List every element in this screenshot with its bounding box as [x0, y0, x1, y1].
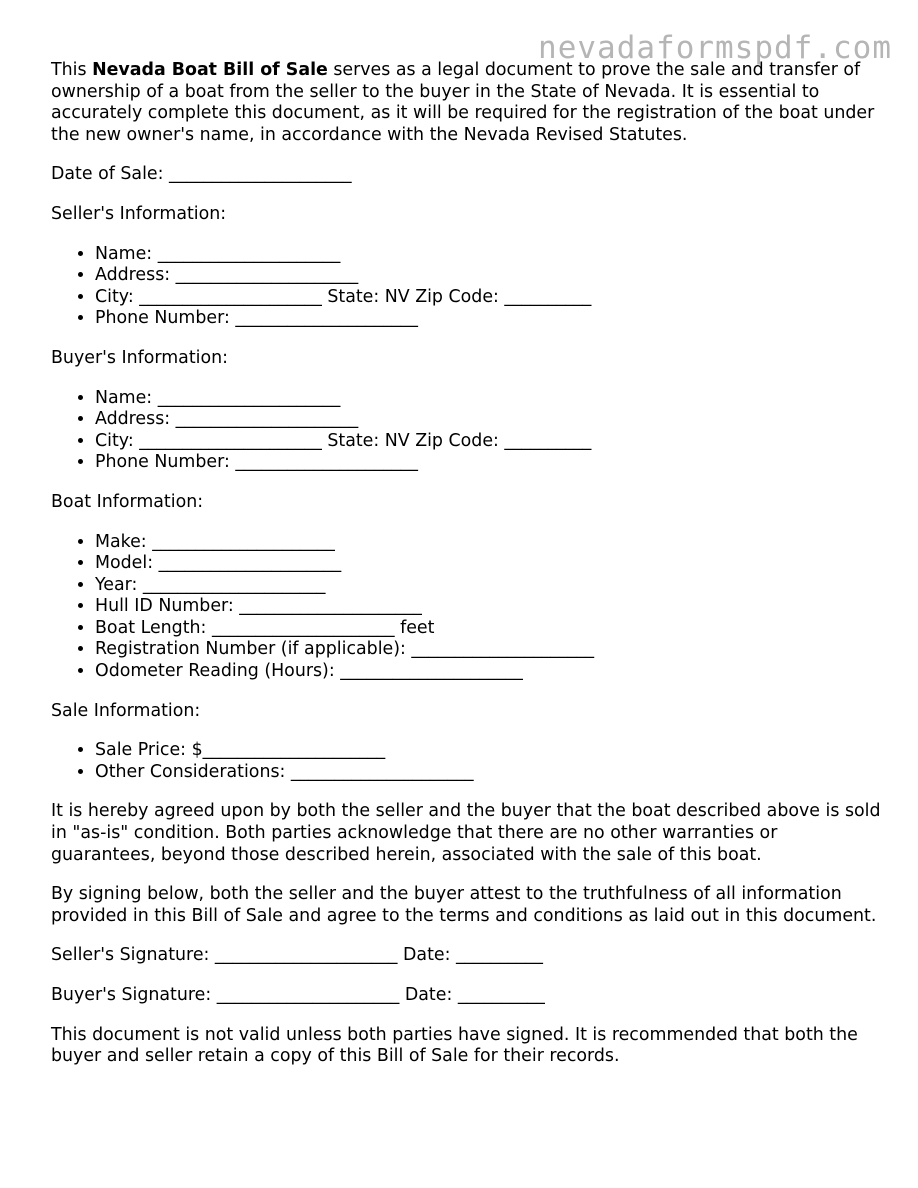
- boat-registration-field[interactable]: • Registration Number (if applicable): _____________________: [95, 639, 881, 661]
- buyer-address-field[interactable]: • Address: _____________________: [95, 409, 881, 431]
- seller-heading: Seller's Information:: [51, 203, 227, 224]
- boat-heading: Boat Information:: [51, 491, 204, 512]
- boat-hull-id-field[interactable]: • Hull ID Number: _____________________: [95, 596, 881, 618]
- seller-address-field[interactable]: • Address: _____________________: [95, 265, 881, 287]
- sale-list: [51, 740, 881, 783]
- date-of-sale-field[interactable]: Date of Sale: _____________________: [51, 164, 352, 185]
- boat-model-field[interactable]: • Model: _____________________: [95, 553, 881, 575]
- boat-length-field[interactable]: • Boat Length: _____________________ feet: [95, 618, 881, 640]
- attest-paragraph: By signing below, both the seller and the buyer attest to the truthfulness of all information provided in this Bill of Sale and agree to the terms and conditions as laid out in this document.: [51, 884, 877, 926]
- as-is-paragraph: It is hereby agreed upon by both the seller and the buyer that the boat described above is sold in "as-is" condition. Both parties acknowledge that there are no other warranties or guarantees, beyond those described herein, associated with the sale of this boat.: [51, 801, 881, 865]
- seller-city-state-zip-field[interactable]: • City: _____________________ State: NV Zip Code: __________: [95, 287, 881, 309]
- document-body: [51, 60, 881, 1086]
- watermark: nevadaformspdf.com: [538, 30, 892, 66]
- other-considerations-field[interactable]: • Other Considerations: _____________________: [95, 762, 881, 784]
- boat-year-field[interactable]: • Year: _____________________: [95, 575, 881, 597]
- intro-text: serves as a legal document to prove the sale and transfer of ownership of a boat from the seller to the buyer in the State of Nevada. It is essential to accurately complete this document, as it will be required for the registration of the boat under the new owner's name, in accordance with the Nevada Revised Statutes.: [51, 60, 875, 145]
- seller-signature-field[interactable]: Seller's Signature: _____________________ Date: __________: [51, 945, 543, 966]
- closing-paragraph: This document is not valid unless both parties have signed. It is recommended that both the buyer and seller retain a copy of this Bill of Sale for their records.: [51, 1024, 858, 1067]
- intro-prefix: This: [51, 60, 93, 80]
- seller-phone-field[interactable]: • Phone Number: _____________________: [95, 308, 881, 330]
- buyer-heading: Buyer's Information:: [51, 347, 228, 368]
- buyer-list: [51, 388, 881, 474]
- boat-odometer-field[interactable]: • Odometer Reading (Hours): _____________________: [95, 661, 881, 683]
- buyer-name-field[interactable]: • Name: _____________________: [95, 388, 881, 410]
- boat-list: [51, 532, 881, 683]
- sale-heading: Sale Information:: [51, 700, 201, 721]
- boat-make-field[interactable]: • Make: _____________________: [95, 532, 881, 554]
- intro-title: Nevada Boat Bill of Sale: [92, 60, 328, 80]
- buyer-signature-field[interactable]: Buyer's Signature: _____________________ Date: __________: [51, 985, 545, 1005]
- buyer-phone-field[interactable]: • Phone Number: _____________________: [95, 452, 881, 474]
- intro-paragraph: [51, 60, 881, 146]
- seller-list: [51, 244, 881, 330]
- seller-name-field[interactable]: • Name: _____________________: [95, 244, 881, 266]
- sale-price-field[interactable]: • Sale Price: $_____________________: [95, 740, 881, 762]
- buyer-city-state-zip-field[interactable]: • City: _____________________ State: NV Zip Code: __________: [95, 431, 881, 453]
